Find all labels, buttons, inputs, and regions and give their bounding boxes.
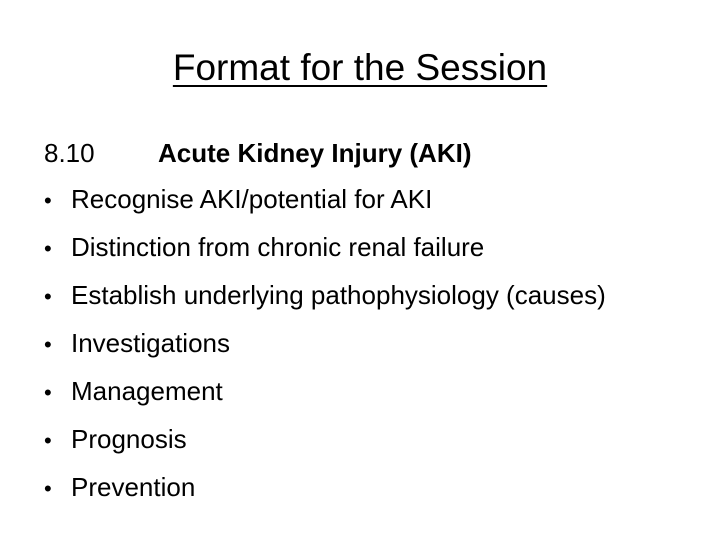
slide-title: Format for the Session (172, 47, 548, 88)
bullet-icon: • (44, 428, 52, 453)
bullet-icon: • (44, 284, 52, 309)
list-item (44, 224, 704, 272)
section-title: Acute Kidney Injury (AKI) (158, 138, 472, 168)
bullet-icon: • (44, 236, 52, 261)
list-item-text: Prevention (71, 472, 196, 502)
list-item-text: Recognise AKI/potential for AKI (71, 184, 433, 214)
list-item-text: Investigations (71, 328, 230, 358)
list-item (44, 176, 704, 224)
list-item-text: Establish underlying pathophysiology (causes) (71, 280, 606, 310)
list-item (44, 416, 704, 464)
list-item (44, 320, 704, 368)
section-heading (44, 130, 704, 176)
list-item-text: Prognosis (71, 424, 187, 454)
bullet-icon: • (44, 332, 52, 357)
slide-body (44, 130, 704, 512)
bullet-icon: • (44, 380, 52, 405)
list-item-text: Distinction from chronic renal failure (71, 232, 485, 262)
bullet-icon: • (44, 188, 52, 213)
bullet-icon: • (44, 476, 52, 501)
list-item (44, 272, 704, 320)
list-item-text: Management (71, 376, 223, 406)
bullet-list (44, 176, 704, 512)
list-item (44, 464, 704, 512)
section-number: 8.10 (44, 138, 95, 168)
list-item (44, 368, 704, 416)
